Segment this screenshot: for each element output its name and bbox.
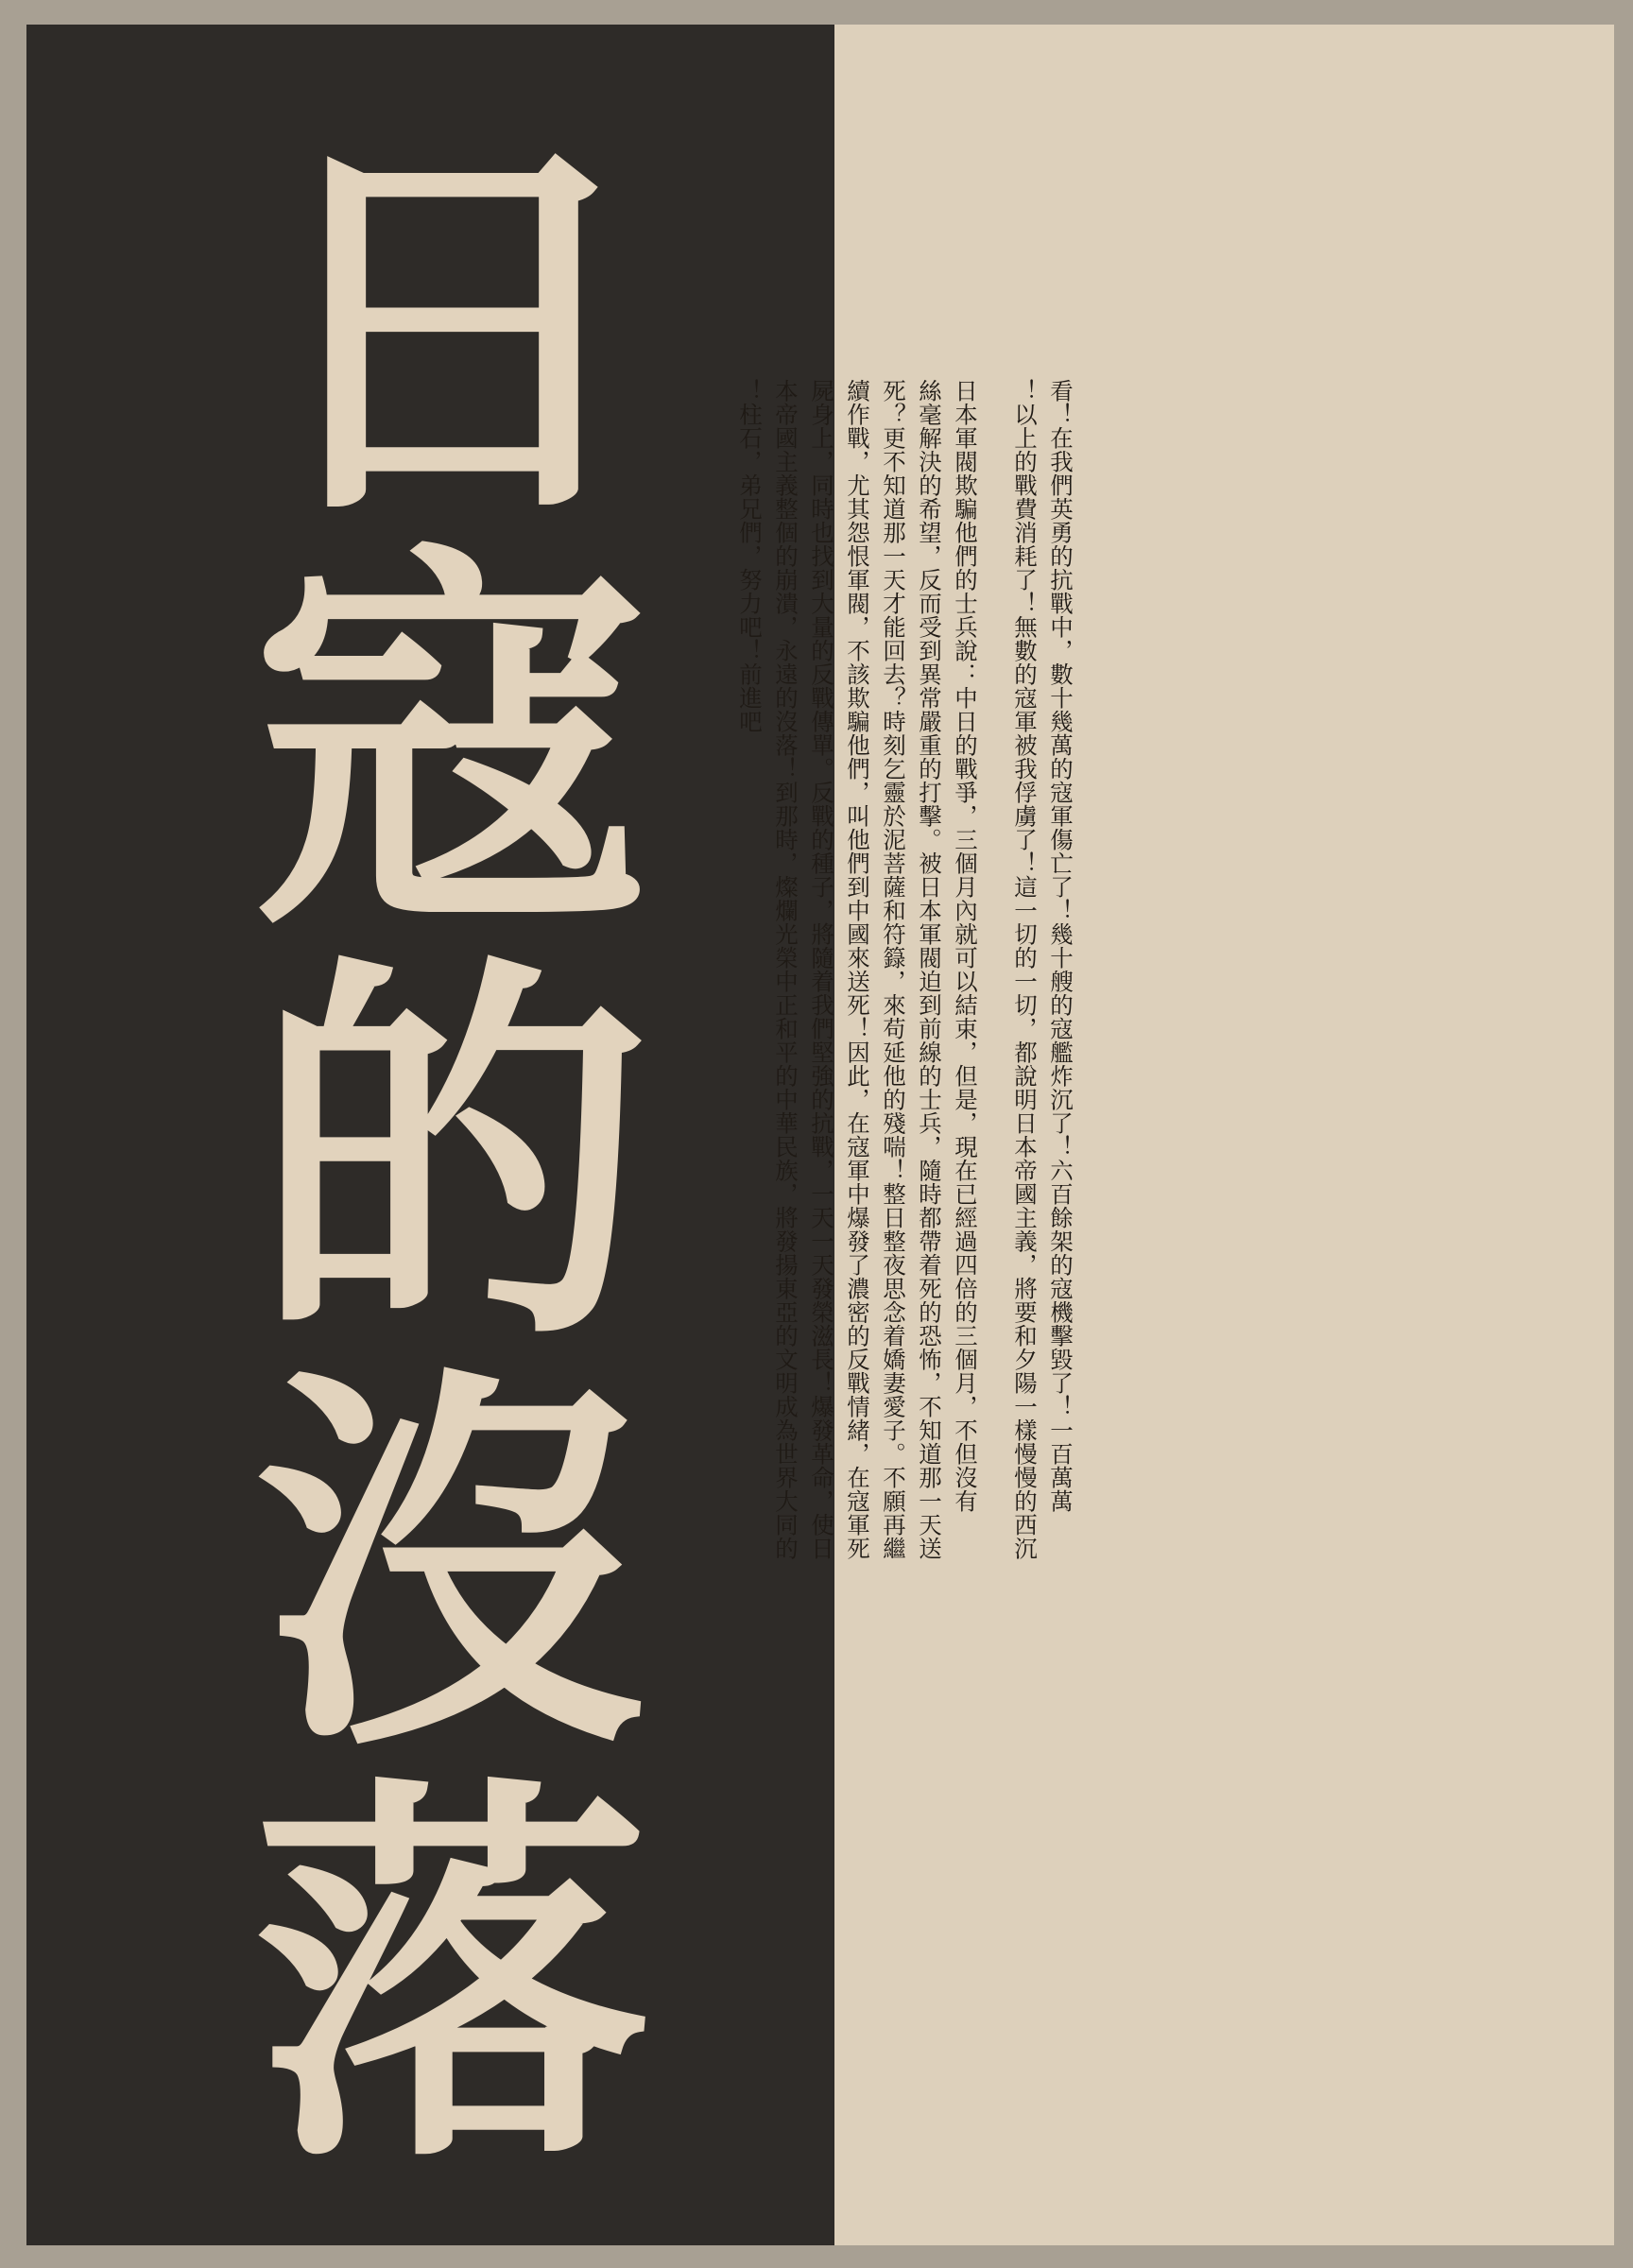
body-column-6: 續作戰，尤其怨恨軍閥，不該欺騙他們，叫他們到中國來送死！因此，在寇軍中爆發了濃密的反戰情緒，在寇軍死	[844, 379, 871, 1560]
headline-char-3: 的	[253, 927, 650, 1389]
headline-char-4: 沒	[253, 1338, 650, 1800]
headline-char-2: 寇	[253, 516, 650, 978]
headline	[187, 105, 716, 2211]
body-column-9: 柱石，弟兄們，努力吧！前進吧！	[736, 379, 764, 733]
body-text	[736, 379, 1075, 2004]
headline-char-5: 落	[253, 1749, 650, 2211]
body-column-7: 屍身上，同時也找到大量的反戰傳單。反戰的種子，將隨着我們堅強的抗戰，一天一天發榮滋長！爆發革命，使日	[808, 379, 835, 1560]
body-column-2: 以上的戰費消耗了！無數的寇軍被我俘虜了！這一切的一切，都說明日本帝國主義，將要和夕陽一樣慢慢的西沉！	[1011, 379, 1039, 1560]
body-column-3: 日本軍閥欺騙他們的士兵說：中日的戰爭，三個月內就可以結束，但是，現在已經過四倍的三個月，不但沒有	[952, 379, 979, 1513]
body-column-1: 看！在我們英勇的抗戰中，數十幾萬的寇軍傷亡了！幾十艘的寇艦炸沉了！六百餘架的寇機擊毀了！一百萬萬	[1047, 379, 1074, 1513]
body-column-5: 死？更不知道那一天才能回去？時刻乞靈於泥菩薩和符籙，來苟延他的殘喘！整日整夜思念着嬌妻愛子。不願再繼	[880, 379, 907, 1560]
body-column-4: 絲毫解決的希望，反而受到異常嚴重的打擊。被日本軍閥迫到前線的士兵，隨時都帶着死的恐怖，不知道那一天送	[916, 379, 943, 1560]
leaflet-sheet	[26, 25, 1614, 2245]
headline-panel	[26, 25, 834, 2245]
body-column-8: 本帝國主義整個的崩潰，永遠的沒落！到那時，燦爛光榮中正和平的中華民族，將發揚東亞的文明成為世界大同的	[772, 379, 799, 1560]
headline-char-1: 日	[253, 105, 650, 567]
